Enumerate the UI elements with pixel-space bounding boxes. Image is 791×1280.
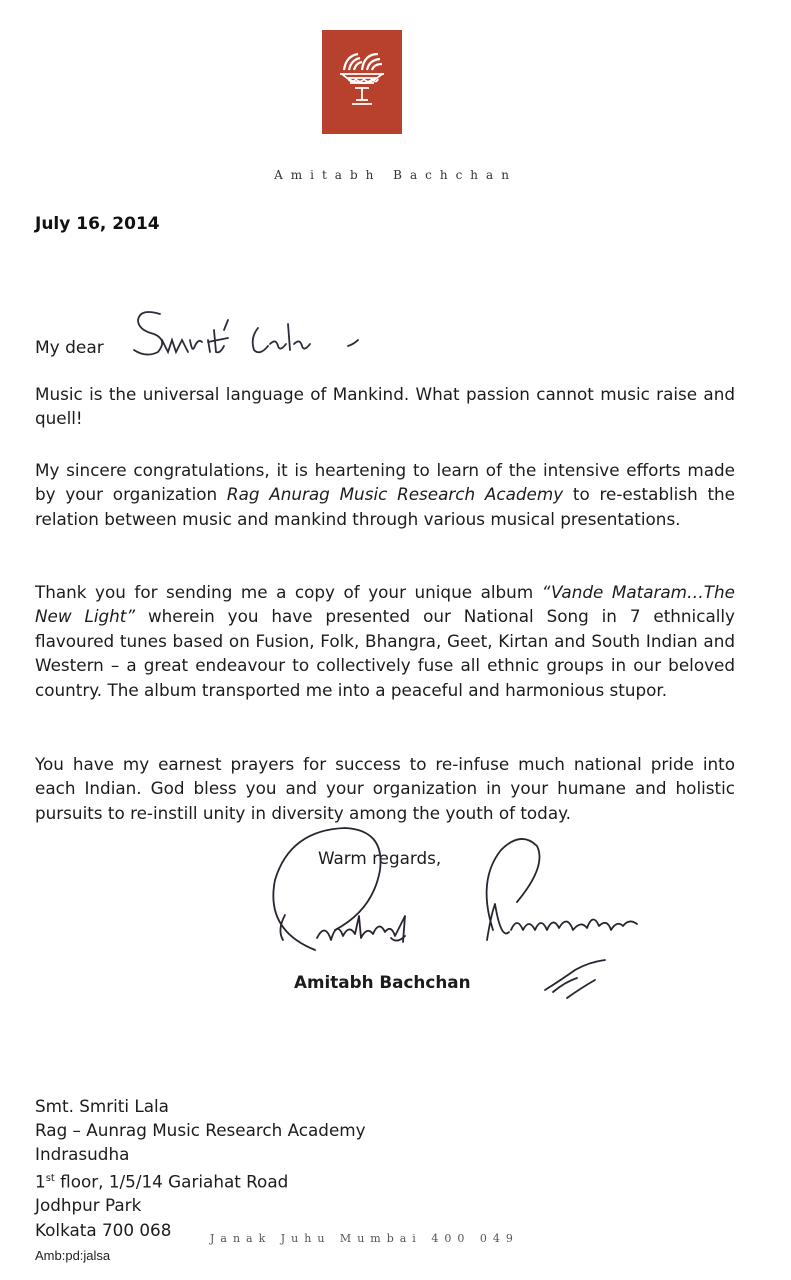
address-floor-rest: floor, 1/5/14 Gariahat Road — [54, 1171, 289, 1192]
letterhead-name: Amitabh Bachchan — [274, 168, 517, 182]
letterhead-footer-address: Janak Juhu Mumbai 400 049 — [210, 1232, 519, 1245]
salutation: My dear — [35, 338, 104, 358]
address-line: Smt. Smriti Lala — [35, 1096, 169, 1116]
reference-code: Amb:pd:jalsa — [35, 1248, 111, 1263]
paragraph-3 — [35, 580, 735, 702]
recipient-address — [35, 1094, 366, 1242]
address-floor-number: 1 — [35, 1171, 46, 1192]
address-line: Rag – Aunrag Music Research Academy — [35, 1120, 366, 1141]
organization-name: Rag Anurag Music Research Academy — [226, 484, 564, 505]
paragraph-1: Music is the universal language of Mankind. What passion cannot music raise and quell! — [35, 384, 735, 429]
address-line: Jodhpur Park — [35, 1195, 142, 1216]
paragraph-2-text-b: to re-establish the relation between music and mankind through various musical presentations. — [35, 484, 735, 529]
closing: Warm regards, — [318, 848, 442, 868]
paragraph-3-text-a: Thank you for sending me a copy of your unique album — [35, 582, 542, 602]
signatory-name: Amitabh Bachchan — [294, 972, 471, 992]
address-floor-suffix: st — [45, 1172, 55, 1184]
letterhead-logo — [322, 30, 402, 134]
address-line: Kolkata 700 068 — [35, 1219, 172, 1240]
paragraph-4: You have my earnest prayers for success to re-infuse much national pride into each Indian. God bless you and your organization in your humane and holistic pursuits to re-instill unity in diversity among the youth of today. — [35, 754, 735, 823]
address-line: Indrasudha — [35, 1144, 130, 1165]
paragraph-2 — [35, 458, 735, 531]
letter-date: July 16, 2014 — [35, 214, 160, 234]
paragraph-3-text-b: wherein you have presented our National Song in 7 ethnically flavoured tunes based on Fusion, Folk, Bhangra, Geet, Kirtan and South Indian and Western – a great endeavour to collectively fuse all ethnic groups in our beloved country. The album transported me into a peaceful and harmonious stupor. — [35, 606, 735, 700]
paragraph-2-text-a: My sincere congratulations, it is heartening to learn of the intensive efforts made by your organization — [35, 460, 735, 505]
album-title: “Vande Mataram…The New Light” — [35, 582, 735, 627]
address-line — [35, 1167, 366, 1194]
handwritten-recipient-name — [128, 300, 368, 370]
handwritten-signature — [255, 820, 655, 1040]
emblem-icon — [322, 30, 402, 134]
